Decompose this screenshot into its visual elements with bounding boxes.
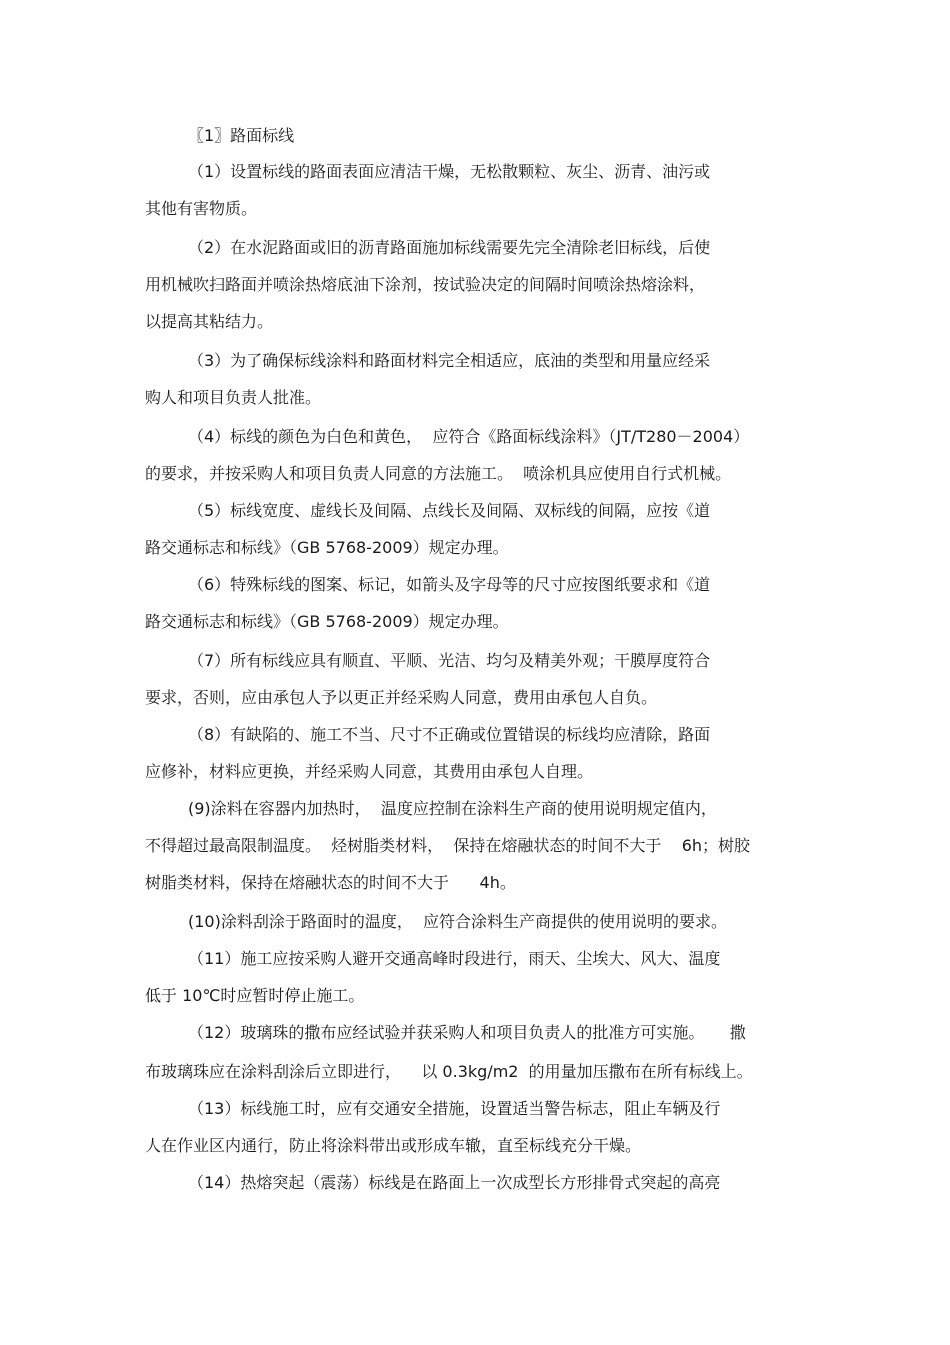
paragraph-10-line-1: (10)涂料刮涂于路面时的温度， 应符合涂料生产商提供的使用说明的要求。 xyxy=(188,912,728,931)
paragraph-2-line-3: 以提高其粘结力。 xyxy=(145,312,274,331)
paragraph-9-line-2: 不得超过最高限制温度。 烃树脂类材料， 保持在熔融状态的时间不大于 6h；树胶 xyxy=(145,836,751,855)
paragraph-4-line-1: （4）标线的颜色为白色和黄色， 应符合《路面标线涂料》（JT/T280－2004） xyxy=(188,427,750,446)
paragraph-2-line-1: （2）在水泥路面或旧的沥青路面施加标线需要先完全清除老旧标线，后使 xyxy=(188,238,711,257)
paragraph-6-line-1: （6）特殊标线的图案、标记，如箭头及字母等的尺寸应按图纸要求和《道 xyxy=(188,575,711,594)
paragraph-11-line-1: （11）施工应按采购人避开交通高峰时段进行，雨天、尘埃大、风大、温度 xyxy=(188,949,721,968)
paragraph-3-line-2: 购人和项目负责人批准。 xyxy=(145,388,322,407)
paragraph-1-line-2: 其他有害物质。 xyxy=(145,199,258,218)
paragraph-7-line-1: （7）所有标线应具有顺直、平顺、光洁、均匀及精美外观；干膜厚度符合 xyxy=(188,651,711,670)
paragraph-13-line-1: （13）标线施工时，应有交通安全措施，设置适当警告标志，阻止车辆及行 xyxy=(188,1099,721,1118)
paragraph-6-line-2: 路交通标志和标线》（GB 5768-2009）规定办理。 xyxy=(145,612,509,631)
paragraph-7-line-2: 要求，否则，应由承包人予以更正并经采购人同意，费用由承包人自负。 xyxy=(145,688,658,707)
paragraph-8-line-1: （8）有缺陷的、施工不当、尺寸不正确或位置错误的标线均应清除，路面 xyxy=(188,725,711,744)
section-heading: 〖1〗路面标线 xyxy=(188,126,295,145)
paragraph-12-line-2: 布玻璃珠应在涂料刮涂后立即进行， 以 0.3kg/m2 的用量加压撒布在所有标线上。 xyxy=(145,1062,753,1081)
paragraph-11-line-2: 低于 10℃时应暂时停止施工。 xyxy=(145,986,365,1005)
paragraph-5-line-1: （5）标线宽度、虚线长及间隔、点线长及间隔、双标线的间隔，应按《道 xyxy=(188,501,711,520)
paragraph-9-line-3: 树脂类材料，保持在熔融状态的时间不大于 4h。 xyxy=(145,873,516,892)
paragraph-9-line-1: (9)涂料在容器内加热时， 温度应控制在涂料生产商的使用说明规定值内， xyxy=(188,799,717,818)
paragraph-4-line-2: 的要求，并按采购人和项目负责人同意的方法施工。 喷涂机具应使用自行式机械。 xyxy=(145,464,732,483)
paragraph-14-line-1: （14）热熔突起（震荡）标线是在路面上一次成型长方形排骨式突起的高亮 xyxy=(188,1173,721,1192)
paragraph-13-line-2: 人在作业区内通行，防止将涂料带出或形成车辙，直至标线充分干燥。 xyxy=(145,1136,642,1155)
paragraph-3-line-1: （3）为了确保标线涂料和路面材料完全相适应，底油的类型和用量应经采 xyxy=(188,351,711,370)
paragraph-8-line-2: 应修补，材料应更换，并经采购人同意，其费用由承包人自理。 xyxy=(145,762,594,781)
paragraph-5-line-2: 路交通标志和标线》（GB 5768-2009）规定办理。 xyxy=(145,538,509,557)
paragraph-12-line-1: （12）玻璃珠的撒布应经试验并获采购人和项目负责人的批准方可实施。 撒 xyxy=(188,1023,746,1042)
paragraph-2-line-2: 用机械吹扫路面并喷涂热熔底油下涂剂，按试验决定的间隔时间喷涂热熔涂料， xyxy=(145,275,706,294)
paragraph-1-line-1: （1）设置标线的路面表面应清洁干燥，无松散颗粒、灰尘、沥青、油污或 xyxy=(188,162,711,181)
